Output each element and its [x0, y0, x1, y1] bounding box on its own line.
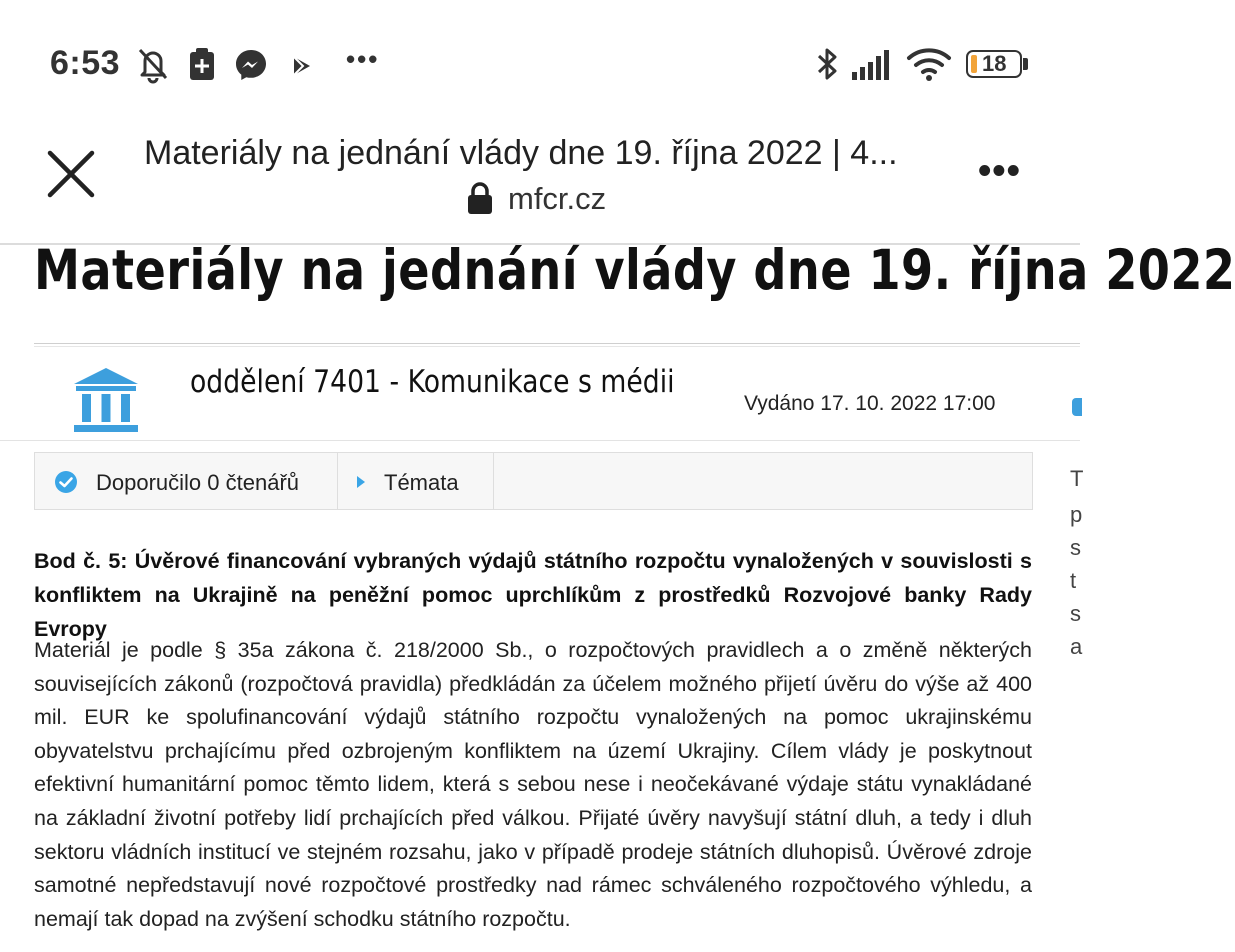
triangle-right-icon[interactable] [356, 475, 366, 489]
more-dots-icon: ••• [346, 44, 380, 74]
department-name: oddělení 7401 - Komunikace s médii [190, 364, 675, 400]
clipboard-plus-icon [188, 46, 216, 82]
close-icon[interactable] [46, 149, 96, 199]
more-icon[interactable]: ••• [978, 150, 1021, 192]
agenda-item-heading: Bod č. 5: Úvěrové financování vybraných výdajů státního rozpočtu vynaložených v souvislosti s konfliktem na Ukrajině na peněžní pomoc uprchlíkům z prostředků Rozvojové banky Rady Evropy [34, 549, 1032, 641]
side-widget-fragment [1072, 398, 1082, 416]
topics-button[interactable]: Témata [384, 470, 459, 495]
page-header-title: Materiály na jednání vlády dne 19. října 2022 | 4... [144, 134, 898, 172]
lock-icon [466, 181, 494, 215]
battery-icon [966, 50, 1028, 80]
title-divider-shadow [34, 346, 1080, 347]
ministry-logo-icon [72, 366, 140, 434]
bell-off-icon [136, 46, 170, 82]
meta-divider [0, 440, 1080, 441]
recommend-button[interactable]: Doporučilo 0 čtenářů [96, 470, 300, 495]
page-url: mfcr.cz [508, 181, 607, 216]
bluetooth-icon [814, 46, 840, 82]
wifi-icon [906, 46, 952, 82]
signal-icon [852, 50, 894, 80]
right-column-fragment: T [1070, 466, 1084, 491]
right-column-fragment: p [1070, 502, 1083, 527]
messenger-icon [234, 48, 268, 82]
play-icon [292, 55, 312, 77]
right-column-fragment: a [1070, 634, 1083, 659]
right-column-fragment: s [1070, 601, 1081, 626]
status-time: 6:53 [50, 44, 121, 82]
agenda-item-body: Materiál je podle § 35a zákona č. 218/2000 Sb., o rozpočtových pravidlech a o změně některých souvisejících zákonů (rozpočtová pravidla) předkládán za účelem možného přijetí úvěru do výše až 400 mil. EUR ke spolufinancování výdajů státního rozpočtu vynaložených na pomoc ukrajinskému obyvatelstvu prchajícímu před ozbrojeným konfliktem na území Ukrajiny. Cílem vlády je poskytnout efektivní humanitární pomoc těmto lidem, která s sebou nese i neočekávané výdaje státu vynakládané na základní životní potřeby lidí prchajících před válkou. Přijaté úvěry navyšují státní dluh, a tedy i dluh sektoru vládních institucí ve stejném rozsahu, jako v případě prodeje státních dluhopisů. Úvěrové zdroje samotné nepředstavují nové rozpočtové prostředky nad rámec schváleného rozpočtového výhledu, a nemají tak dopad na zvýšení schodku státního rozpočtu. [34, 638, 1032, 931]
check-circle-icon[interactable] [54, 470, 78, 494]
title-divider [34, 343, 1080, 344]
right-column-fragment: s [1070, 535, 1081, 560]
right-column-fragment: t [1070, 568, 1077, 593]
publish-date: Vydáno 17. 10. 2022 17:00 [744, 392, 996, 415]
battery-level: 18 [982, 51, 1007, 76]
article-title: Materiály na jednání vlády dne 19. října 2022 [34, 238, 1235, 302]
